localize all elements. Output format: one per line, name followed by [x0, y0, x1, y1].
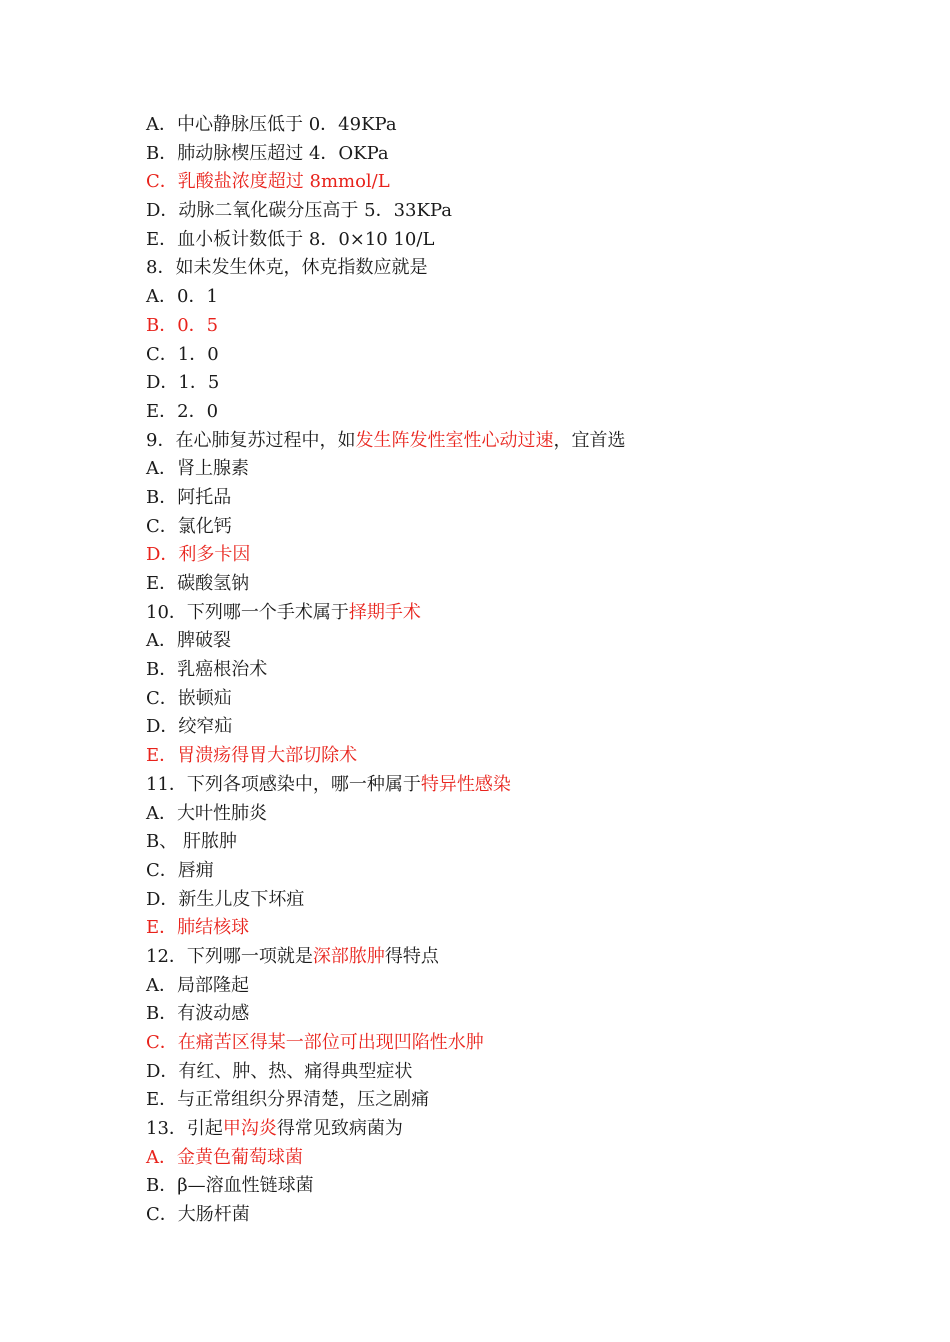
text-line: [146, 1172, 846, 1201]
text-segment: 得特点: [384, 945, 439, 967]
text-segment: E．与正常组织分界清楚，压之剧痛: [146, 1089, 430, 1111]
text-line: [146, 283, 846, 312]
text-line: [146, 972, 846, 1001]
text-line: [146, 627, 846, 656]
text-line: [146, 742, 846, 771]
text-segment: B．肺动脉楔压超过 4．OKPa: [146, 142, 389, 164]
text-line: [146, 1115, 846, 1144]
text-line: [146, 1201, 846, 1230]
text-line: [146, 455, 846, 484]
text-segment: E．血小板计数低于 8．0×10 10/L: [146, 228, 435, 250]
text-line: [146, 1086, 846, 1115]
highlighted-text: A．金黄色葡萄球菌: [146, 1146, 303, 1168]
highlighted-text: D．利多卡因: [146, 544, 251, 566]
text-line: [146, 599, 846, 628]
text-line: [146, 484, 846, 513]
text-line: [146, 541, 846, 570]
text-segment: 13．引起: [146, 1118, 223, 1140]
text-line: [146, 369, 846, 398]
text-line: [146, 341, 846, 370]
text-line: [146, 427, 846, 456]
text-segment: A．局部隆起: [146, 974, 249, 996]
text-line: [146, 1058, 846, 1087]
text-segment: B．β—溶血性链球菌: [146, 1175, 314, 1197]
text-segment: A．0．1: [146, 286, 218, 308]
text-line: [146, 254, 846, 283]
text-line: [146, 886, 846, 915]
text-segment: C．嵌顿疝: [146, 687, 232, 709]
text-line: [146, 111, 846, 140]
highlighted-text: 择期手术: [348, 601, 421, 623]
text-line: [146, 685, 846, 714]
text-segment: A．肾上腺素: [146, 458, 249, 480]
highlighted-text: 甲沟炎: [222, 1118, 277, 1140]
text-segment: B、 肝脓肿: [146, 831, 237, 853]
text-line: [146, 800, 846, 829]
text-segment: D．绞窄疝: [146, 716, 233, 738]
text-segment: B．有波动感: [146, 1003, 250, 1025]
text-segment: C．1．0: [146, 343, 219, 365]
text-line: [146, 1029, 846, 1058]
text-segment: 8．如未发生休克，休克指数应就是: [146, 257, 428, 279]
highlighted-text: 特异性感染: [420, 773, 511, 795]
text-line: [146, 312, 846, 341]
text-line: [146, 140, 846, 169]
text-line: [146, 828, 846, 857]
text-segment: 得常见致病菌为: [276, 1118, 403, 1140]
text-line: [146, 713, 846, 742]
text-segment: B．阿托品: [146, 486, 232, 508]
text-segment: D．1．5: [146, 372, 220, 394]
text-line: [146, 1144, 846, 1173]
text-segment: A．脾破裂: [146, 630, 231, 652]
text-line: [146, 197, 846, 226]
text-line: [146, 570, 846, 599]
text-segment: C．唇痈: [146, 859, 214, 881]
text-segment: C．氯化钙: [146, 515, 232, 537]
text-segment: 12．下列哪一项就是: [146, 945, 313, 967]
text-line: [146, 1000, 846, 1029]
text-segment: 9．在心肺复苏过程中，如: [146, 429, 356, 451]
text-segment: C．大肠杆菌: [146, 1204, 250, 1226]
highlighted-text: 深部脓肿: [312, 945, 385, 967]
text-segment: 11．下列各项感染中，哪一种属于: [146, 773, 421, 795]
text-line: [146, 771, 846, 800]
text-segment: A．大叶性肺炎: [146, 802, 267, 824]
text-line: [146, 398, 846, 427]
text-segment: ，宜首选: [553, 429, 626, 451]
text-line: [146, 226, 846, 255]
text-segment: D．动脉二氧化碳分压高于 5．33KPa: [146, 200, 452, 222]
highlighted-text: B．0．5: [146, 314, 219, 336]
text-line: [146, 513, 846, 542]
document-text: [146, 111, 846, 1230]
text-segment: B．乳癌根治术: [146, 659, 268, 681]
text-line: [146, 168, 846, 197]
highlighted-text: E．胃溃疡得胃大部切除术: [146, 745, 358, 767]
text-segment: A．中心静脉压低于 0．49KPa: [146, 114, 397, 135]
text-line: [146, 914, 846, 943]
highlighted-text: C．在痛苦区得某一部位可出现凹陷性水肿: [146, 1032, 484, 1053]
text-segment: E．碳酸氢钠: [146, 573, 250, 594]
text-segment: 10．下列哪一个手术属于: [146, 601, 349, 623]
text-line: [146, 656, 846, 685]
text-line: [146, 857, 846, 886]
highlighted-text: C．乳酸盐浓度超过 8mmol/L: [146, 171, 390, 193]
text-segment: D．新生儿皮下坏疽: [146, 888, 305, 910]
text-segment: D．有红、肿、热、痛得典型症状: [146, 1060, 413, 1082]
highlighted-text: 发生阵发性室性心动过速: [355, 429, 554, 451]
text-segment: E．2．0: [146, 400, 219, 422]
highlighted-text: E．肺结核球: [146, 917, 250, 939]
text-line: [146, 943, 846, 972]
